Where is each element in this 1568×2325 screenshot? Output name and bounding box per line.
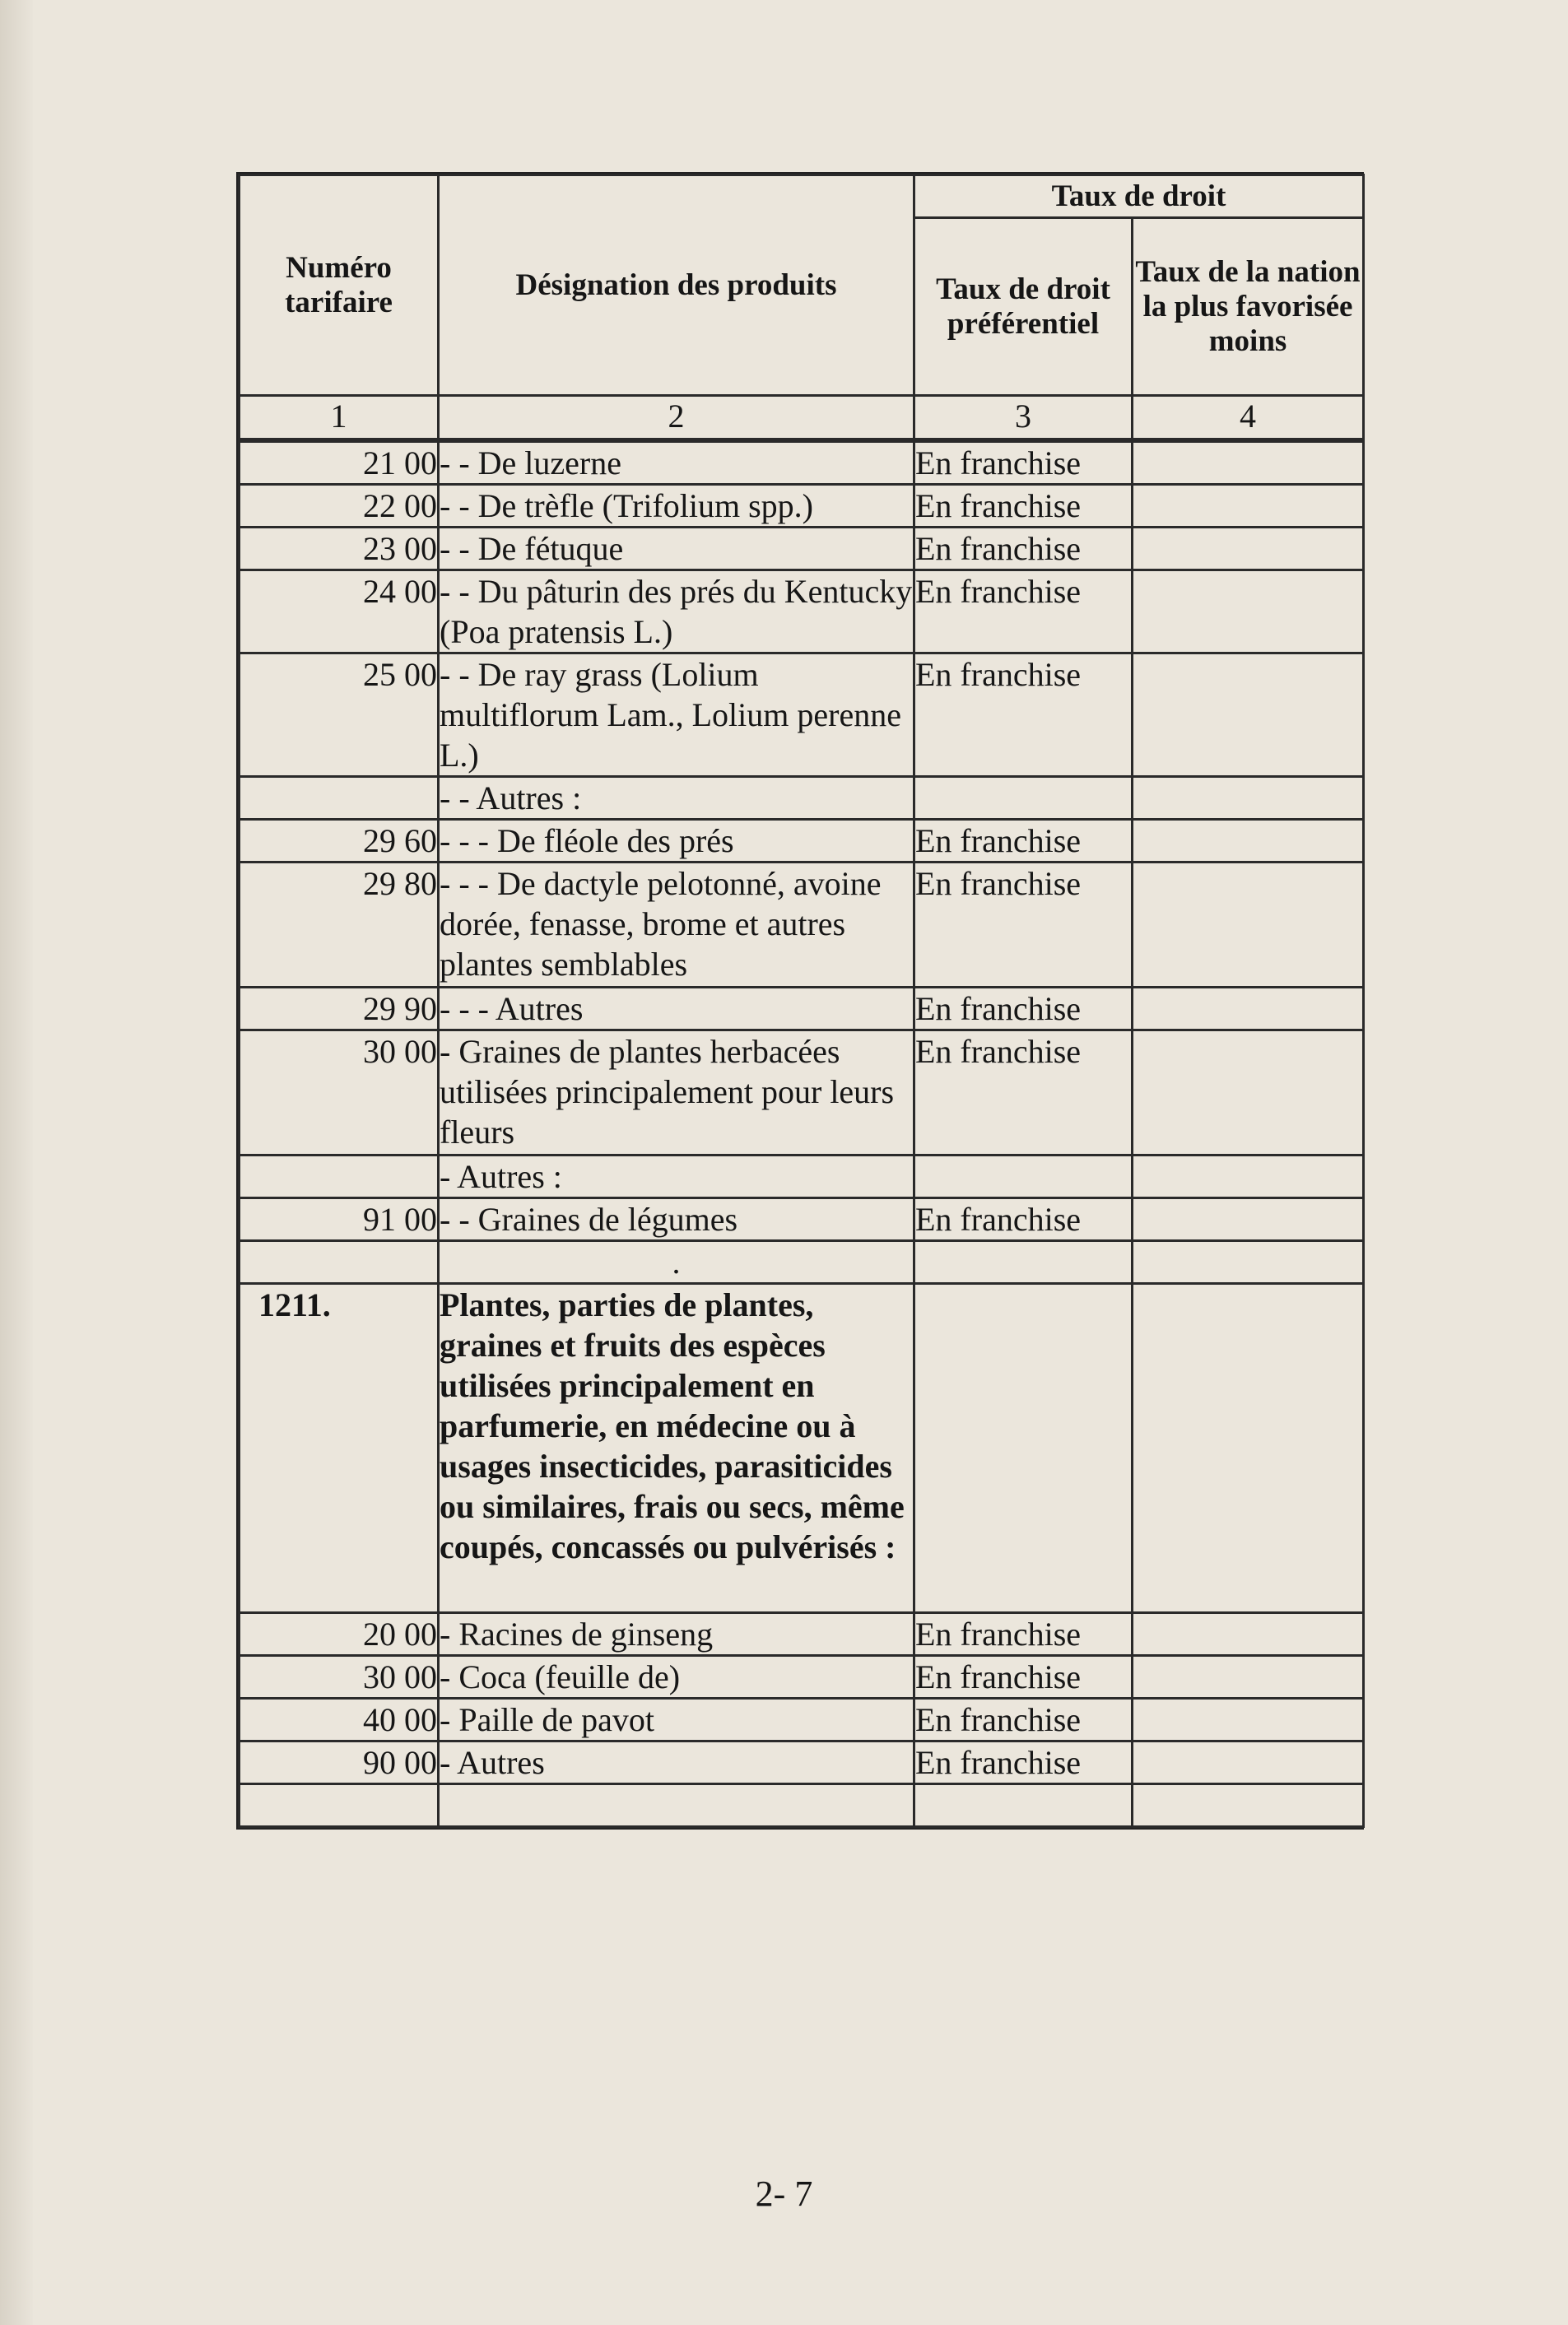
table-row xyxy=(240,1030,1364,1156)
preferential-rate: En franchise xyxy=(914,1699,1133,1741)
mfn-rate xyxy=(1133,777,1364,820)
preferential-rate: En franchise xyxy=(914,1741,1133,1784)
preferential-rate xyxy=(914,1241,1133,1284)
table-row xyxy=(240,1198,1364,1241)
tariff-code: 30 00 xyxy=(240,1656,439,1699)
tariff-code: 29 60 xyxy=(240,820,439,863)
preferential-rate xyxy=(914,1156,1133,1198)
table-row xyxy=(240,653,1364,777)
stray-mark: . xyxy=(439,1241,914,1284)
mfn-rate xyxy=(1133,1198,1364,1241)
table-row xyxy=(240,988,1364,1030)
mfn-rate xyxy=(1133,1784,1364,1827)
mfn-rate xyxy=(1133,988,1364,1030)
table-row xyxy=(240,528,1364,570)
table-row xyxy=(240,777,1364,820)
table-row xyxy=(240,1741,1364,1784)
table-row xyxy=(240,1241,1364,1284)
table-row xyxy=(240,485,1364,528)
product-description: - - Autres : xyxy=(439,777,914,820)
tariff-code: 22 00 xyxy=(240,485,439,528)
product-description: - Paille de pavot xyxy=(439,1699,914,1741)
preferential-rate: En franchise xyxy=(914,988,1133,1030)
column-number: 2 xyxy=(439,396,914,439)
preferential-rate xyxy=(914,777,1133,820)
tariff-code: 25 00 xyxy=(240,653,439,777)
preferential-rate: En franchise xyxy=(914,1198,1133,1241)
preferential-rate: En franchise xyxy=(914,1656,1133,1699)
preferential-rate: En franchise xyxy=(914,653,1133,777)
product-description: - - De trèfle (Trifolium spp.) xyxy=(439,485,914,528)
header-preferential-rate: Taux de droit préférentiel xyxy=(914,218,1133,396)
preferential-rate: En franchise xyxy=(914,820,1133,863)
table-body xyxy=(238,440,1365,1828)
tariff-code: 24 00 xyxy=(240,570,439,653)
table-header xyxy=(238,174,1365,440)
product-description: - Racines de ginseng xyxy=(439,1613,914,1656)
product-description: - Coca (feuille de) xyxy=(439,1656,914,1699)
table-row xyxy=(240,1284,1364,1613)
tariff-code xyxy=(240,1784,439,1827)
mfn-rate xyxy=(1133,1699,1364,1741)
product-description: - Autres xyxy=(439,1741,914,1784)
mfn-rate xyxy=(1133,528,1364,570)
mfn-rate xyxy=(1133,570,1364,653)
column-number: 3 xyxy=(914,396,1133,439)
product-description xyxy=(439,1784,914,1827)
product-description: - - - De dactyle pelotonné, avoine dorée, fenasse, brome et autres plantes semblables xyxy=(439,863,914,988)
preferential-rate xyxy=(914,1784,1133,1827)
product-description: - - - De fléole des prés xyxy=(439,820,914,863)
table-row xyxy=(240,863,1364,988)
table-row xyxy=(240,1613,1364,1656)
mfn-rate xyxy=(1133,442,1364,485)
table-row xyxy=(240,1699,1364,1741)
table-row xyxy=(240,820,1364,863)
table-row xyxy=(240,442,1364,485)
mfn-rate xyxy=(1133,820,1364,863)
preferential-rate: En franchise xyxy=(914,442,1133,485)
tariff-table xyxy=(236,172,1364,1830)
mfn-rate xyxy=(1133,653,1364,777)
table-row xyxy=(240,1784,1364,1827)
header-rate-of-duty: Taux de droit xyxy=(914,175,1364,218)
page-binding-edge xyxy=(0,0,33,2325)
product-description: - - De luzerne xyxy=(439,442,914,485)
tariff-code: 90 00 xyxy=(240,1741,439,1784)
product-description: - - - Autres xyxy=(439,988,914,1030)
tariff-code: 30 00 xyxy=(240,1030,439,1156)
mfn-rate xyxy=(1133,1030,1364,1156)
tariff-code xyxy=(240,1156,439,1198)
preferential-rate: En franchise xyxy=(914,528,1133,570)
table-row xyxy=(240,570,1364,653)
preferential-rate: En franchise xyxy=(914,485,1133,528)
tariff-code: 91 00 xyxy=(240,1198,439,1241)
tariff-code: 20 00 xyxy=(240,1613,439,1656)
tariff-code: 21 00 xyxy=(240,442,439,485)
tariff-code: 29 90 xyxy=(240,988,439,1030)
preferential-rate: En franchise xyxy=(914,1613,1133,1656)
mfn-rate xyxy=(1133,863,1364,988)
mfn-rate xyxy=(1133,1241,1364,1284)
preferential-rate: En franchise xyxy=(914,570,1133,653)
preferential-rate xyxy=(914,1284,1133,1613)
tariff-code xyxy=(240,1241,439,1284)
heading-code: 1211. xyxy=(240,1284,439,1613)
tariff-code: 23 00 xyxy=(240,528,439,570)
column-number: 4 xyxy=(1133,396,1364,439)
header-tariff-number: Numéro tarifaire xyxy=(240,175,439,396)
mfn-rate xyxy=(1133,485,1364,528)
product-description: - - Du pâturin des prés du Kentucky (Poa pratensis L.) xyxy=(439,570,914,653)
preferential-rate: En franchise xyxy=(914,863,1133,988)
product-description: - - Graines de légumes xyxy=(439,1198,914,1241)
product-description: - Graines de plantes herbacées utilisées principalement pour leurs fleurs xyxy=(439,1030,914,1156)
mfn-rate xyxy=(1133,1656,1364,1699)
mfn-rate xyxy=(1133,1284,1364,1613)
tariff-code xyxy=(240,777,439,820)
heading-description: Plantes, parties de plantes, graines et fruits des espèces utilisées principalement en parfumerie, en médecine ou à usages insecticides, parasiticides ou similaires, frais ou secs, même coupés, concassés ou pulvérisés : xyxy=(439,1284,914,1613)
product-description: - - De fétuque xyxy=(439,528,914,570)
product-description: - Autres : xyxy=(439,1156,914,1198)
table-row xyxy=(240,1656,1364,1699)
mfn-rate xyxy=(1133,1613,1364,1656)
column-number: 1 xyxy=(240,396,439,439)
mfn-rate xyxy=(1133,1156,1364,1198)
tariff-code: 29 80 xyxy=(240,863,439,988)
table-row xyxy=(240,1156,1364,1198)
preferential-rate: En franchise xyxy=(914,1030,1133,1156)
product-description: - - De ray grass (Lolium multiflorum Lam., Lolium perenne L.) xyxy=(439,653,914,777)
page-number: 2- 7 xyxy=(755,2174,813,2214)
tariff-code: 40 00 xyxy=(240,1699,439,1741)
mfn-rate xyxy=(1133,1741,1364,1784)
header-product-description: Désignation des produits xyxy=(439,175,914,396)
header-mfn-rate: Taux de la nation la plus favorisée moins xyxy=(1133,218,1364,396)
